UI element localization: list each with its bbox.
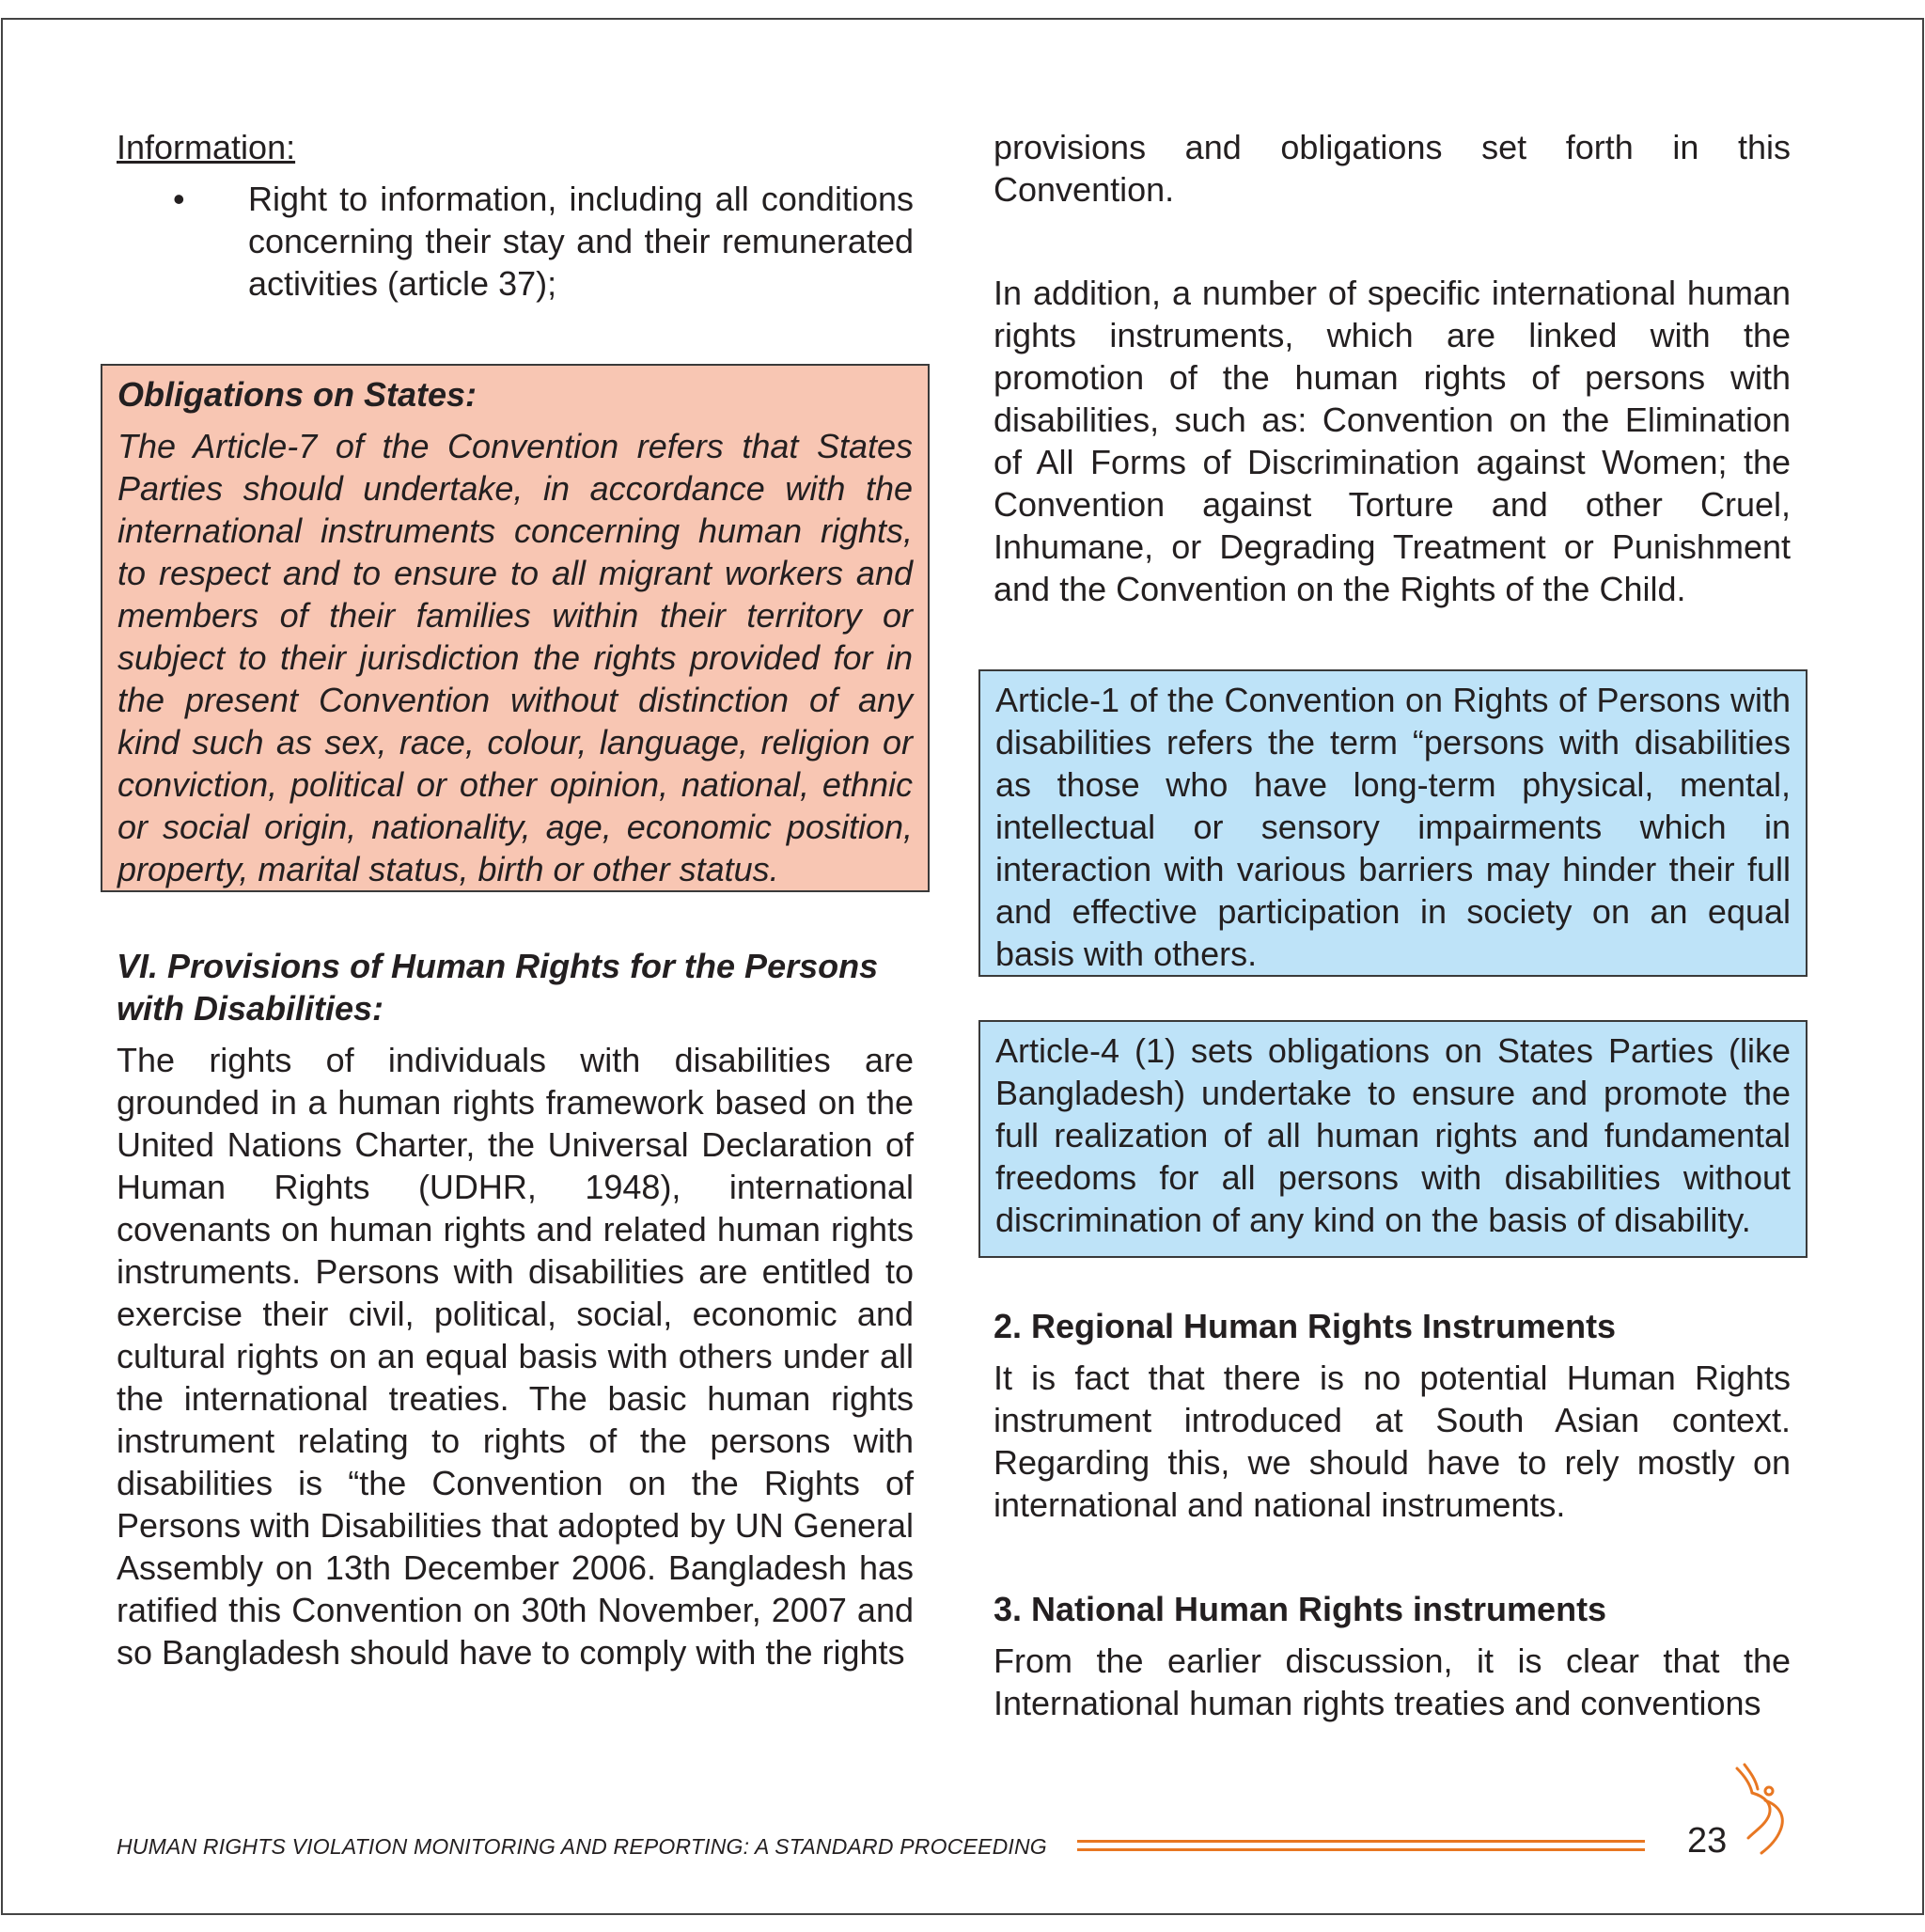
footer-rule-top — [1077, 1840, 1645, 1843]
obligations-box-title: Obligations on States: — [117, 375, 477, 414]
section-body: The rights of individuals with disabilities are grounded in a human rights framework based on the United Nations Charter, the Universal Declaration of Human Rights (UDHR, 1948), international covenants on human rights and related human rights instruments. Persons with disabilities are entitled to exercise their civil, political, social, economic and cultural rights on an equal basis with others under all the international treaties. The basic human rights instrument relating to rights of the persons with disabilities is “the Convention on the Rights of Persons with Disabilities that adopted by UN General Assembly on 13th December 2006. Bangladesh has ratified this Convention on 30th November, 2007 and so Bangladesh should have to comply with the rights — [117, 1041, 914, 1672]
national-body: From the earlier discussion, it is clear that the International human rights treaties and conventions — [994, 1641, 1791, 1722]
obligations-box-body: The Article-7 of the Convention refers that States Parties should undertake, in accordance with the international instruments concerning human rights, to respect and to ensure to all migrant workers and members of their families within their territory or subject to their jurisdiction the rights provided for in the present Convention without distinction of any kind such as sex, race, colour, language, religion or conviction, political or other opinion, national, ethnic or social origin, nationality, age, economic position, property, marital status, birth or other status. — [117, 427, 913, 888]
information-heading: Information: — [117, 128, 296, 166]
article-1-box: Article-1 of the Convention on Rights of Persons with disabilities refers the term “persons with disabilities as those who have long-term physical, mental, intellectual or sensory impairments which in interaction with various barriers may hinder their full and effective participation in society on an equal basis with others. — [978, 669, 1808, 977]
additional-paragraph: In addition, a number of specific international human rights instruments, which are linked with the promotion of the human rights of persons with disabilities, such as: Convention on the Elimination of All Forms of Discrimination against Women; the Convention against Torture and other Cruel, Inhumane, or Degrading Treatment or Punishment and the Convention on the Rights of the Child. — [994, 274, 1791, 608]
regional-section — [994, 1305, 1791, 1526]
obligations-box — [101, 364, 930, 892]
regional-heading: 2. Regional Human Rights Instruments — [994, 1307, 1617, 1345]
national-section — [994, 1588, 1791, 1724]
article-4-box: Article-4 (1) sets obligations on States Parties (like Bangladesh) undertake to ensure and promote the full realization of all human rights and fundamental freedoms for all persons with disabilities without discrimination of any kind on the basis of disability. — [978, 1020, 1808, 1258]
stylized-figure-logo-icon — [1728, 1763, 1793, 1857]
section-heading: VI. Provisions of Human Rights for the Persons with Disabilities: — [117, 947, 879, 1028]
bullet-icon: • — [173, 180, 185, 218]
right-column — [994, 126, 1791, 610]
running-title: HUMAN RIGHTS VIOLATION MONITORING AND REPORTING: A STANDARD PROCEEDING — [117, 1834, 1047, 1859]
national-heading: 3. National Human Rights instruments — [994, 1590, 1607, 1628]
regional-body: It is fact that there is no potential Human Rights instrument introduced at South Asian context. Regarding this, we should have to rely mostly on international and national instruments. — [994, 1359, 1791, 1524]
footer-rule-bottom — [1077, 1848, 1645, 1851]
bullet-text: Right to information, including all conditions concerning their stay and their remunerated activities (article 37); — [248, 180, 914, 303]
list-item — [117, 178, 914, 305]
section-vi — [117, 945, 914, 1673]
continuation-paragraph: provisions and obligations set forth in this Convention. — [994, 128, 1791, 209]
page-number: 23 — [1687, 1821, 1728, 1861]
left-column — [117, 126, 914, 305]
